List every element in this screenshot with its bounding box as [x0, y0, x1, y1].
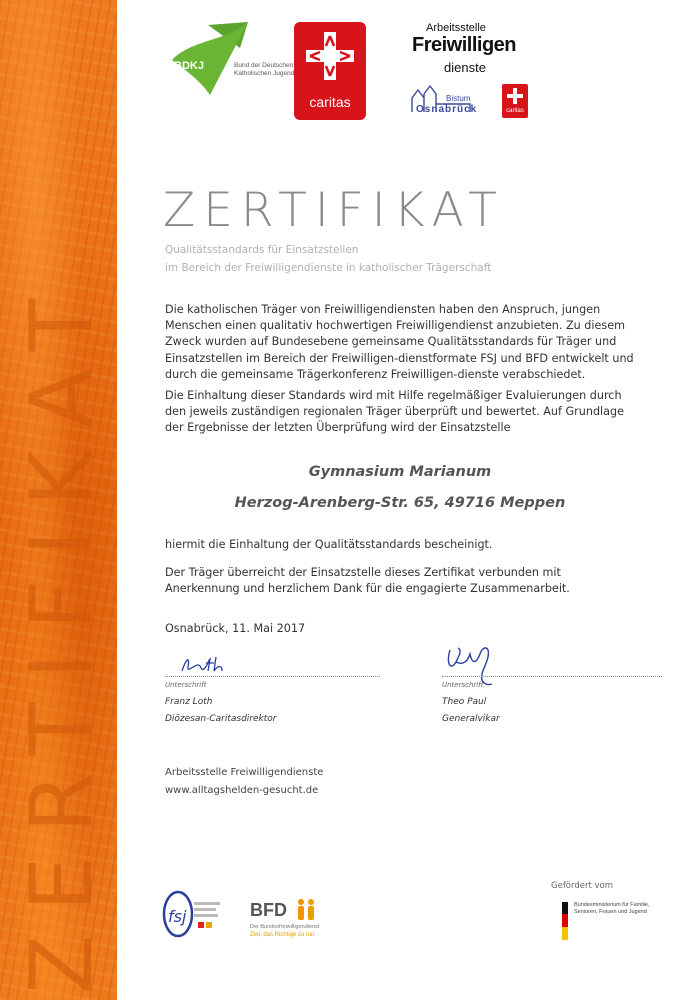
fwd-line3: dienste: [444, 60, 486, 75]
fwd-city: Osnabrück: [416, 104, 478, 115]
place-date: Osnabrück, 11. Mai 2017: [165, 622, 306, 635]
paragraph-evaluation: Die Einhaltung dieser Standards wird mit Hilfe regelmäßiger Evaluierungen durch den jeweils zuständigen regionalen Träger überprüft und bewertet. Auf Grundlage der Ergebnisse der letzten Überprüfung wird der Einsatzstelle: [165, 389, 624, 435]
federal-eagle-icon: [562, 902, 568, 940]
bfd-line1: Der Bundesfreiwilligendienst: [250, 924, 320, 930]
recipient-address: Herzog-Arenberg-Str. 65, 49716 Meppen: [234, 495, 566, 511]
bdkj-line1: Bund der Deutschen: [234, 62, 294, 69]
signatory-name-2: Theo Paul: [442, 697, 487, 707]
bfd-abbr: BFD: [250, 900, 287, 920]
bfd-line2: Zeit, das Richtige zu tun: [250, 932, 315, 938]
subtitle: [165, 241, 491, 277]
freiwilligendienste-logo: [408, 22, 533, 122]
funded-by-label: Gefördert vom: [551, 881, 614, 891]
footer-url: www.alltagshelden-gesucht.de: [165, 785, 319, 796]
caritas-logo: [294, 22, 366, 120]
fwd-line2: Freiwilligen: [412, 34, 517, 56]
svg-text:fsj: fsj: [168, 907, 187, 926]
sidebar-vertical-title: ZERTIFIKAT: [12, 274, 112, 994]
signature-line-2: [442, 676, 662, 677]
caritas-small-logo: [502, 84, 528, 118]
fwd-bistum: Bistum: [446, 94, 471, 103]
fwd-line1: Arbeitsstelle: [426, 22, 486, 34]
bdkj-logo: [170, 20, 295, 100]
bfd-people-icon: [294, 898, 318, 922]
signatory-name-1: Franz Loth: [165, 697, 213, 707]
signatory-role-2: Generalvikar: [442, 714, 500, 724]
signature-label-2: Unterschrift: [442, 681, 484, 689]
bdkj-line2: Katholischen Jugend: [234, 70, 295, 77]
footer-org: Arbeitsstelle Freiwilligendienste: [165, 767, 324, 778]
subtitle-line2: im Bereich der Freiwilligendienste in katholischer Trägerschaft: [165, 262, 492, 274]
page-title: ZERTIFIKAT: [163, 183, 505, 238]
paragraph-confirmation: hiermit die Einhaltung der Qualitätsstandards bescheinigt.: [165, 538, 493, 551]
paragraph-intro: Die katholischen Träger von Freiwilligendiensten haben den Anspruch, jungen Menschen einen qualitativ hochwertigen Freiwilligendienst anzubieten. Zu diesem Zweck wurden auf Bundesebene gemeinsame Qualitätsstandards für Träger und Einsatzstellen im Bereich der Freiwilligen-dienstformate FSJ und BFD entwickelt und durch die gemeinsame Trägerkonferenz Freiwilligen-dienste verabschiedet.: [165, 303, 634, 381]
caritas-name: caritas: [309, 94, 351, 110]
signatory-role-1: Diözesan-Caritasdirektor: [165, 714, 277, 724]
caritas-small-name: caritas: [506, 108, 524, 114]
recipient-name: Gymnasium Marianum: [308, 464, 492, 480]
ministry-name: Bundesministerium für Familie, Senioren, Frauen und Jugend: [574, 902, 650, 915]
signature-loth-icon: [178, 653, 238, 675]
paragraph-thanks: Der Träger überreicht der Einsatzstelle dieses Zertifikat verbunden mit Anerkennung und herzlichem Dank für die engagierte Zusammenarbeit.: [165, 566, 570, 596]
caritas-small-cross-icon: [506, 87, 524, 105]
signature-line-1: [165, 676, 380, 677]
bdkj-abbr: BDKJ: [174, 60, 204, 72]
caritas-cross-icon: [304, 30, 356, 82]
fsj-logo: [160, 888, 224, 938]
bfd-logo: [250, 900, 350, 944]
subtitle-line1: Qualitätsstandards für Einsatzstellen: [165, 244, 359, 256]
orange-sidebar: [0, 0, 117, 1000]
fsj-icon: [160, 888, 224, 938]
signature-label-1: Unterschrift: [165, 681, 207, 689]
